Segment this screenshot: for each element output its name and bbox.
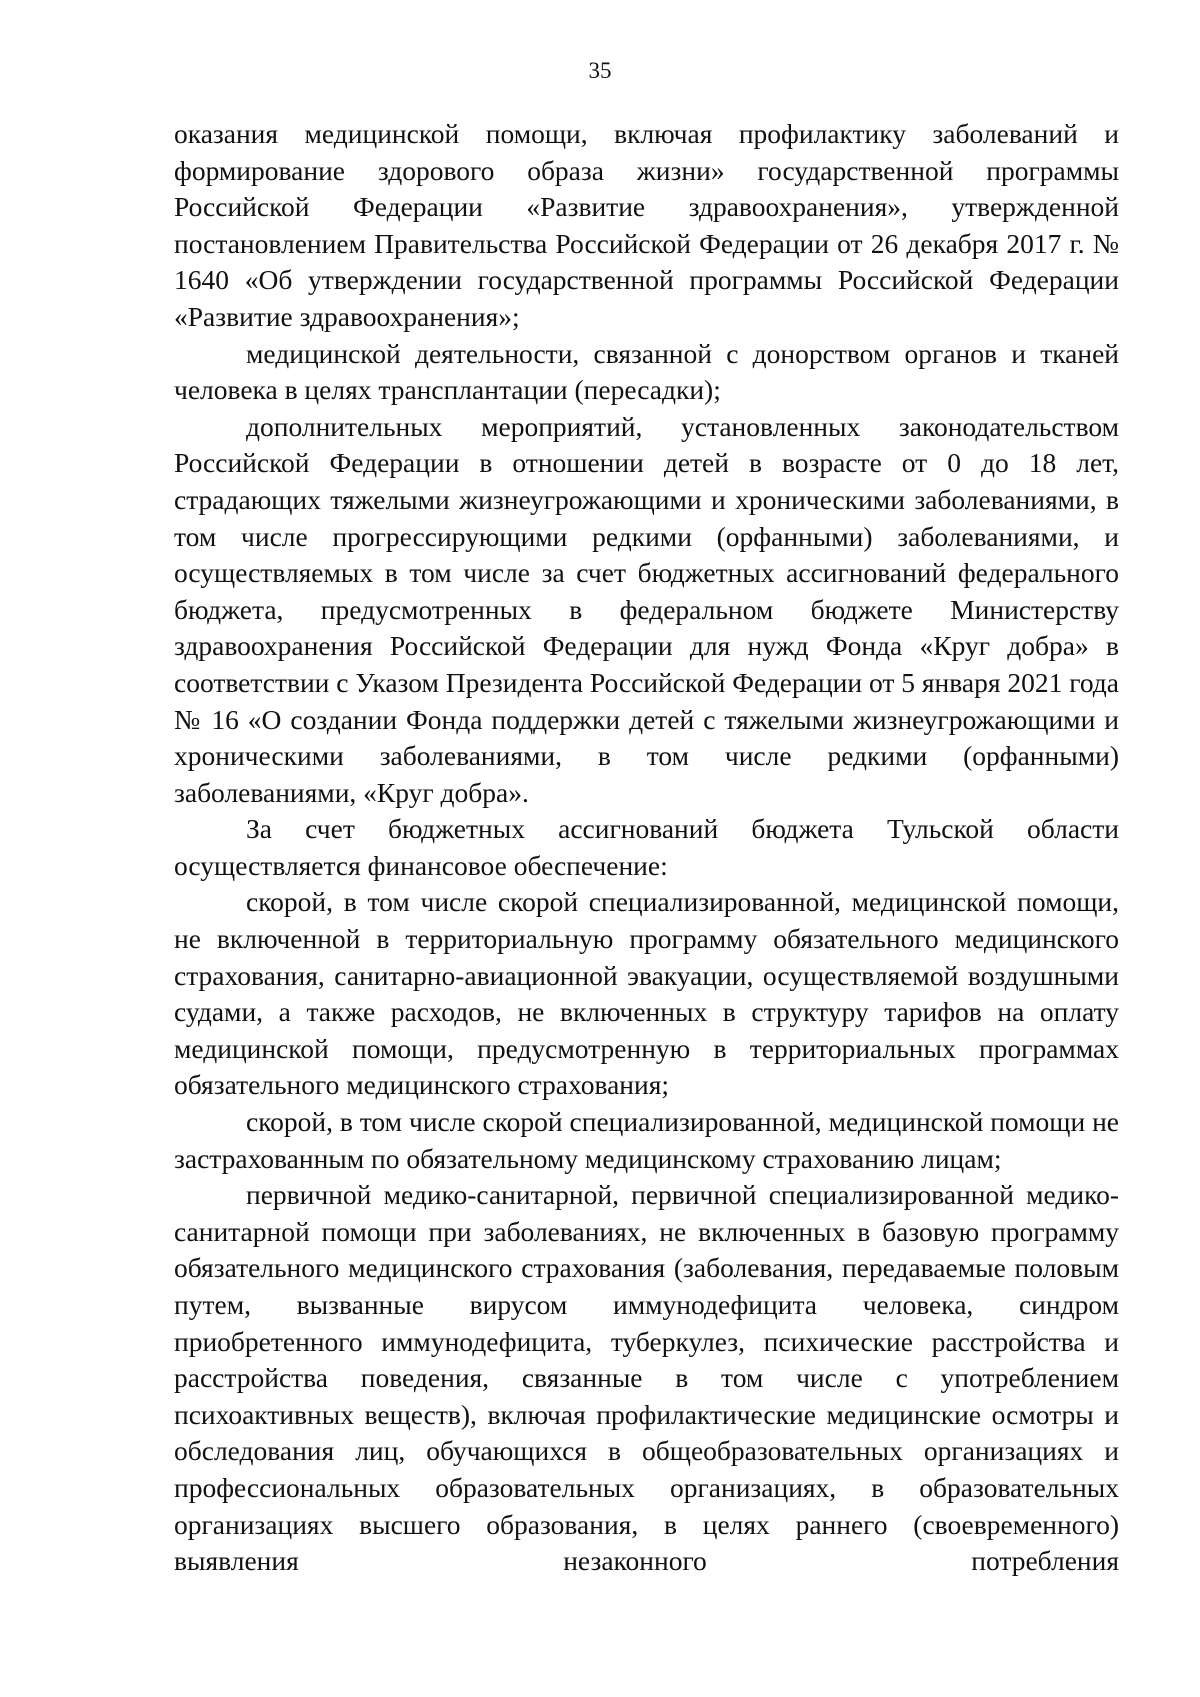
paragraph-uninsured-care: скорой, в том числе скорой специализированной, медицинской помощи не застрахованным по обязательному медицинскому страхованию лицам; xyxy=(174,1106,1119,1174)
paragraph-continuation: оказания медицинской помощи, включая профилактику заболеваний и формирование здорового образа жизни» государственной программы Российской Федерации «Развитие здравоохранения», утвержденной постановлением Правительства Российской Федерации от 26 декабря 2017 г. № 1640 «Об утверждении государственной программы Российской Федерации «Развитие здравоохранения»; xyxy=(174,118,1119,332)
paragraph-emergency-care: скорой, в том числе скорой специализированной, медицинской помощи, не включенной в территориальную программу обязательного медицинского страхования, санитарно-авиационной эвакуации, осуществляемой воздушными судами, а также расходов, не включенных в структуру тарифов на оплату медицинской помощи, предусмотренную в территориальных программах обязательного медицинского страхования; xyxy=(174,886,1119,1101)
paragraph-primary-care: первичной медико-санитарной, первичной специализированной медико-санитарной помощи при заболеваниях, не включенных в базовую программу обязательного медицинского страхования (заболевания, передаваемые половым путем, вызванные вирусом иммунодефицита человека, синдром приобретенного иммунодефицита, туберкулез, психические расстройства и расстройства поведения, связанные в том числе с употреблением психоактивных веществ), включая профилактические медицинские осмотры и обследования лиц, обучающихся в общеобразовательных организациях и профессиональных образовательных организациях, в образовательных организациях высшего образования, в целях раннего (своевременного) выявления незаконного потребления xyxy=(174,1179,1119,1577)
paragraph-regional-budget: За счет бюджетных ассигнований бюджета Тульской области осуществляется финансовое обеспечение: xyxy=(174,813,1119,881)
page-number: 35 xyxy=(588,58,612,83)
document-body xyxy=(174,116,1119,1580)
paragraph-additional-measures: дополнительных мероприятий, установленных законодательством Российской Федерации в отношении детей в возрасте от 0 до 18 лет, страдающих тяжелыми жизнеугрожающими и хроническими заболеваниями, в том числе прогрессирующими редкими (орфанными) заболеваниями, и осуществляемых в том числе за счет бюджетных ассигнований федерального бюджета, предусмотренных в федеральном бюджете Министерству здравоохранения Российской Федерации для нужд Фонда «Круг добра» в соответствии с Указом Президента Российской Федерации от 5 января 2021 года № 16 «О создании Фонда поддержки детей с тяжелыми жизнеугрожающими и хроническими заболеваниями, в том числе редкими (орфанными) заболеваниями, «Круг добра». xyxy=(174,410,1119,808)
paragraph-organ-donation: медицинской деятельности, связанной с донорством органов и тканей человека в целях трансплантации (пересадки); xyxy=(174,337,1119,406)
